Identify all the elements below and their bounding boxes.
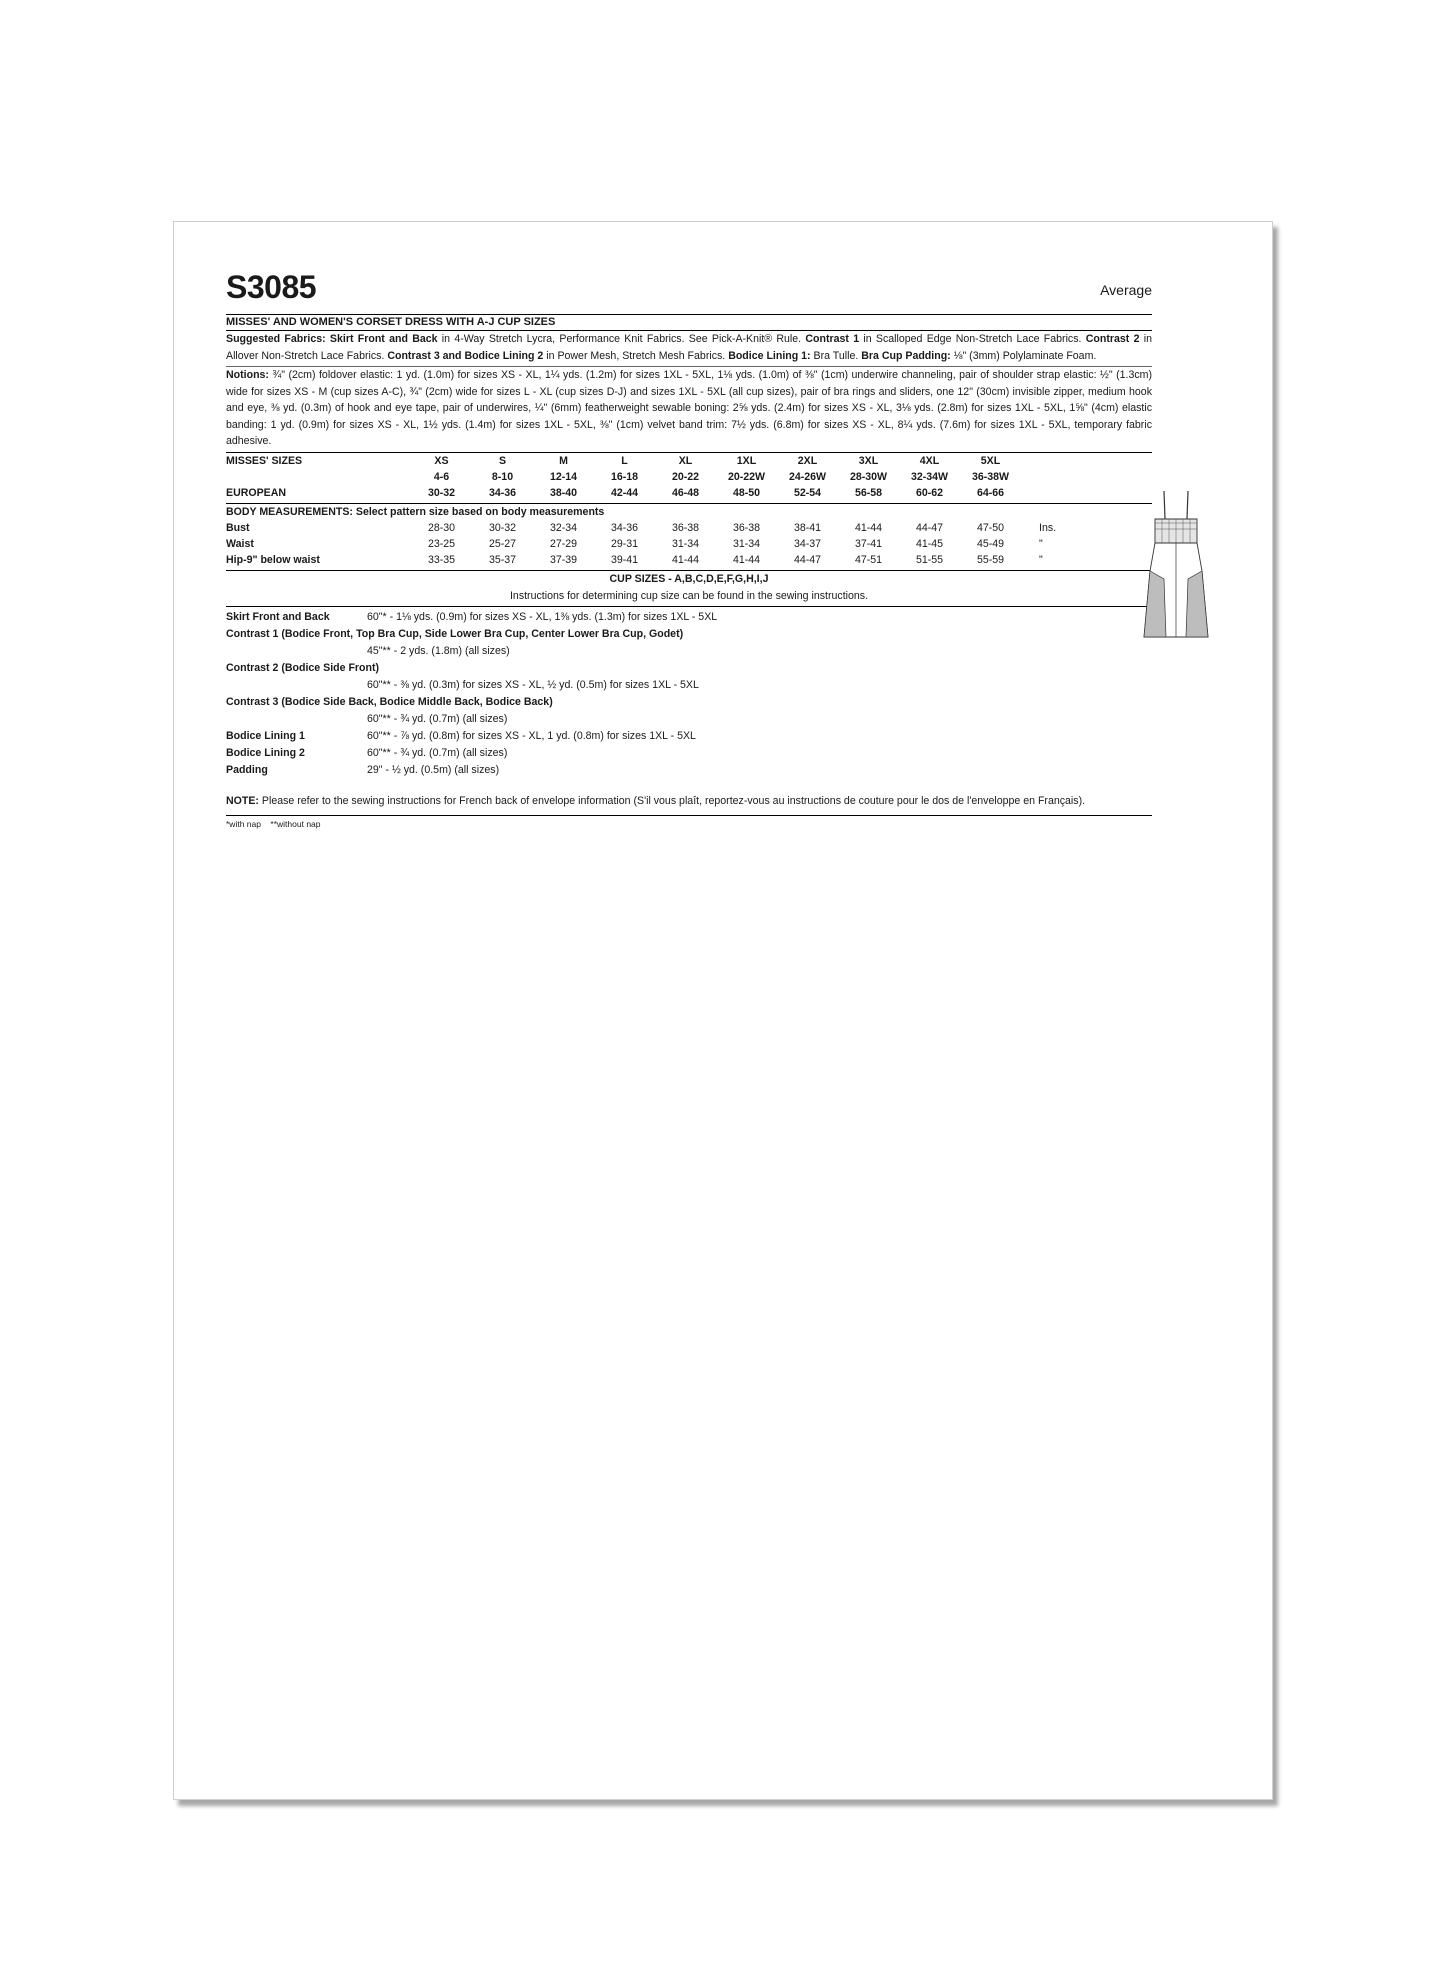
yardage-value: 60"** - ⅞ yd. (0.8m) for sizes XS - XL, 1 yd. (0.8m) for sizes 1XL - 5XL: [367, 729, 696, 742]
european-cell: 30-32: [427, 486, 456, 499]
size-number-cell: 20-22W: [727, 470, 766, 483]
measurement-cell: 29-31: [610, 537, 639, 550]
size-cell: 1XL: [736, 454, 757, 467]
pattern-title: MISSES' AND WOMEN'S CORSET DRESS WITH A-J CUP SIZES: [226, 314, 1152, 331]
european-cell: 34-36: [488, 486, 517, 499]
european-cell: 48-50: [732, 486, 761, 499]
size-row-letters: [226, 453, 1152, 469]
pattern-envelope-sheet: [173, 221, 1273, 1800]
cup-sizes-heading: CUP SIZES - A,B,C,D,E,F,G,H,I,J: [609, 572, 769, 585]
yardage-label: Padding: [226, 763, 268, 776]
yardage-label: Bodice Lining 1: [226, 729, 305, 742]
yardage-skirt: [226, 609, 1152, 626]
measurement-cell: 32-34: [549, 521, 578, 534]
yardage-label: Skirt Front and Back: [226, 610, 330, 623]
european-label: EUROPEAN: [226, 486, 287, 499]
size-number-cell: 36-38W: [971, 470, 1010, 483]
size-cell: M: [559, 454, 568, 467]
yardage-contrast1-value: 45"** - 2 yds. (1.8m) (all sizes): [367, 644, 510, 657]
note-text: Please refer to the sewing instructions for French back of envelope information (S'il vous plaît, reportez-vous au instructions de couture pour le dos de l'enveloppe en Français).: [258, 794, 1086, 807]
fabric-lining1-label: Bodice Lining 1:: [728, 349, 811, 362]
size-cell: XS: [434, 454, 449, 467]
size-number-cell: 16-18: [610, 470, 639, 483]
measurement-cell: 47-51: [854, 553, 883, 566]
measurement-cell: 41-44: [732, 553, 761, 566]
yardage-value: 29" - ½ yd. (0.5m) (all sizes): [367, 763, 500, 776]
yardage-bodice-lining1: [226, 728, 1152, 745]
fabric-skirt-text: in 4-Way Stretch Lycra, Performance Knit Fabrics. See Pick-A-Knit® Rule.: [437, 333, 806, 345]
measurement-cell: 27-29: [549, 537, 578, 550]
measurement-cell: 31-34: [671, 537, 700, 550]
measurement-cell: 34-36: [610, 521, 639, 534]
measurement-cell: 36-38: [671, 521, 700, 534]
yardage-contrast3-label: Contrast 3 (Bodice Side Back, Bodice Middle Back, Bodice Back): [226, 695, 553, 708]
measurement-cell: 36-38: [732, 521, 761, 534]
fabric-lining1-text: Bra Tulle.: [810, 349, 862, 362]
nap-footnote: *with nap **without nap: [226, 818, 321, 829]
header: [226, 270, 1152, 310]
yardage-value: 60"* - 1⅛ yds. (0.9m) for sizes XS - XL, 1⅜ yds. (1.3m) for sizes 1XL - 5XL: [367, 610, 718, 623]
measurement-label: Waist: [226, 537, 254, 550]
notions-text: ¾" (2cm) foldover elastic: 1 yd. (1.0m) for sizes XS - XL, 1¼ yds. (1.2m) for sizes 1XL - 5XL, 1⅛ yds. (1.0m) of ⅜" (1cm) underwire channeling, pair of shoulder strap elastic: ½" (1.3cm) wide for sizes XS - M (cup sizes A-C), ¾" (2cm) wide for sizes L - XL (cup sizes D-J) and sizes 1XL - 5XL (all cup sizes), pair of bra rings and sliders, one 12" (30cm) invisible zipper, medium hook and eye, ⅜ yd. (0.3m) of hook and eye tape, pair of underwires, ¼" (6mm) featherweight sewable boning: 2⅝ yds. (2.4m) for sizes XS - XL, 3⅛ yds. (2.8m) for sizes 1XL - 5XL, 1⅝" (4cm) elastic banding: 1 yd. (0.9m) for sizes XS - XL, 1½ yds. (1.4m) for sizes 1XL - 5XL, ⅜" (1cm) velvet band trim: 7½ yds. (6.8m) for sizes XS - XL, 8¼ yds. (7.6m) for sizes 1XL - 5XL, temporary fabric adhesive.: [226, 369, 1152, 447]
european-cell: 52-54: [793, 486, 822, 499]
note-label: NOTE:: [226, 794, 259, 807]
yardage-contrast3-value: 60"** - ¾ yd. (0.7m) (all sizes): [367, 712, 508, 725]
measurement-cell: 28-30: [427, 521, 456, 534]
measurement-cell: 34-37: [793, 537, 822, 550]
measurement-cell: 38-41: [793, 521, 822, 534]
size-number-cell: 8-10: [491, 470, 514, 483]
european-cell: 60-62: [915, 486, 944, 499]
measurement-cell: 39-41: [610, 553, 639, 566]
measurement-cell: 31-34: [732, 537, 761, 550]
measurement-row-waist: [226, 536, 1152, 552]
measurement-cell: 30-32: [488, 521, 517, 534]
size-cell: 3XL: [858, 454, 879, 467]
yardage-section: [226, 609, 1152, 779]
european-cell: 38-40: [549, 486, 578, 499]
misses-sizes-label: MISSES' SIZES: [226, 454, 303, 467]
european-cell: 46-48: [671, 486, 700, 499]
size-cell: L: [621, 454, 628, 467]
measurement-unit: ": [1039, 537, 1043, 550]
cup-sizes: [226, 571, 1152, 605]
european-cell: 42-44: [610, 486, 639, 499]
measurement-cell: 25-27: [488, 537, 517, 550]
european-cell: 64-66: [976, 486, 1005, 499]
french-note: [226, 793, 1152, 815]
measurement-label: Hip-9" below waist: [226, 553, 320, 566]
yardage-label: Bodice Lining 2: [226, 746, 305, 759]
size-row-numbers: [226, 469, 1152, 485]
fabric-skirt-label: Skirt Front and Back: [329, 333, 438, 345]
european-cell: 56-58: [854, 486, 883, 499]
pattern-number: S3085: [226, 269, 317, 305]
suggested-fabrics: [226, 331, 1152, 366]
yardage-contrast2-label: Contrast 2 (Bodice Side Front): [226, 661, 380, 674]
size-cell: 2XL: [797, 454, 818, 467]
size-number-cell: 28-30W: [849, 470, 888, 483]
fabric-contrast3-text: in Power Mesh, Stretch Mesh Fabrics.: [543, 349, 729, 362]
yardage-bodice-lining2: [226, 745, 1152, 762]
size-cell: XL: [678, 454, 693, 467]
size-number-cell: 4-6: [433, 470, 450, 483]
size-cell: 5XL: [980, 454, 1001, 467]
fabric-contrast1-label: Contrast 1: [805, 333, 860, 345]
measurement-cell: 44-47: [793, 553, 822, 566]
measurement-cell: 44-47: [915, 521, 944, 534]
measurement-row-hip: [226, 552, 1152, 568]
notions: [226, 367, 1152, 452]
measurement-label: Bust: [226, 521, 250, 534]
fabric-contrast1-text: in Scalloped Edge Non-Stretch Lace Fabrics.: [859, 333, 1086, 345]
measurement-cell: 45-49: [976, 537, 1005, 550]
measurement-unit: Ins.: [1039, 521, 1057, 534]
notions-label: Notions:: [226, 369, 269, 381]
measurement-cell: 33-35: [427, 553, 456, 566]
size-number-cell: 24-26W: [788, 470, 827, 483]
measurement-cell: 51-55: [915, 553, 944, 566]
yardage-contrast2-value: 60"** - ⅜ yd. (0.3m) for sizes XS - XL, ½ yd. (0.5m) for sizes 1XL - 5XL: [367, 678, 699, 691]
measurement-cell: 41-44: [671, 553, 700, 566]
fabric-padding-label: Bra Cup Padding:: [861, 349, 951, 362]
measurement-cell: 41-44: [854, 521, 883, 534]
fabric-contrast2-text: in Allover Non-Stretch Lace Fabrics.: [226, 333, 1153, 362]
envelope-content: [226, 270, 1152, 830]
size-number-cell: 32-34W: [910, 470, 949, 483]
measurement-cell: 55-59: [976, 553, 1005, 566]
dress-back-view-illustration: [1142, 489, 1210, 639]
cup-sizes-note: Instructions for determining cup size can be found in the sewing instructions.: [509, 589, 869, 602]
fabrics-label: Suggested Fabrics:: [226, 333, 326, 345]
measurement-cell: 37-39: [549, 553, 578, 566]
fabric-contrast2-label: Contrast 2: [1085, 333, 1140, 345]
fabric-padding-text: ⅛" (3mm) Polylaminate Foam.: [950, 349, 1097, 362]
measurement-cell: 35-37: [488, 553, 517, 566]
measurement-cell: 41-45: [915, 537, 944, 550]
measurement-cell: 23-25: [427, 537, 456, 550]
body-measurements-heading: BODY MEASUREMENTS: Select pattern size based on body measurements: [226, 505, 605, 518]
measurement-cell: 37-41: [854, 537, 883, 550]
size-cell: S: [498, 454, 507, 467]
size-number-cell: 12-14: [549, 470, 578, 483]
measurement-unit: ": [1039, 553, 1043, 566]
size-range-label: Average: [1100, 282, 1152, 298]
yardage-contrast1-label: Contrast 1 (Bodice Front, Top Bra Cup, Side Lower Bra Cup, Center Lower Bra Cup, Godet): [226, 627, 684, 640]
fabric-contrast3-label: Contrast 3 and Bodice Lining 2: [387, 349, 544, 362]
yardage-padding: [226, 762, 1152, 779]
size-table: [226, 453, 1152, 501]
measurement-rows: [226, 520, 1152, 568]
yardage-value: 60"** - ¾ yd. (0.7m) (all sizes): [367, 746, 508, 759]
size-number-cell: 20-22: [671, 470, 700, 483]
measurement-row-bust: [226, 520, 1152, 536]
size-cell: 4XL: [919, 454, 940, 467]
measurement-cell: 47-50: [976, 521, 1005, 534]
size-row-european: [226, 485, 1152, 501]
